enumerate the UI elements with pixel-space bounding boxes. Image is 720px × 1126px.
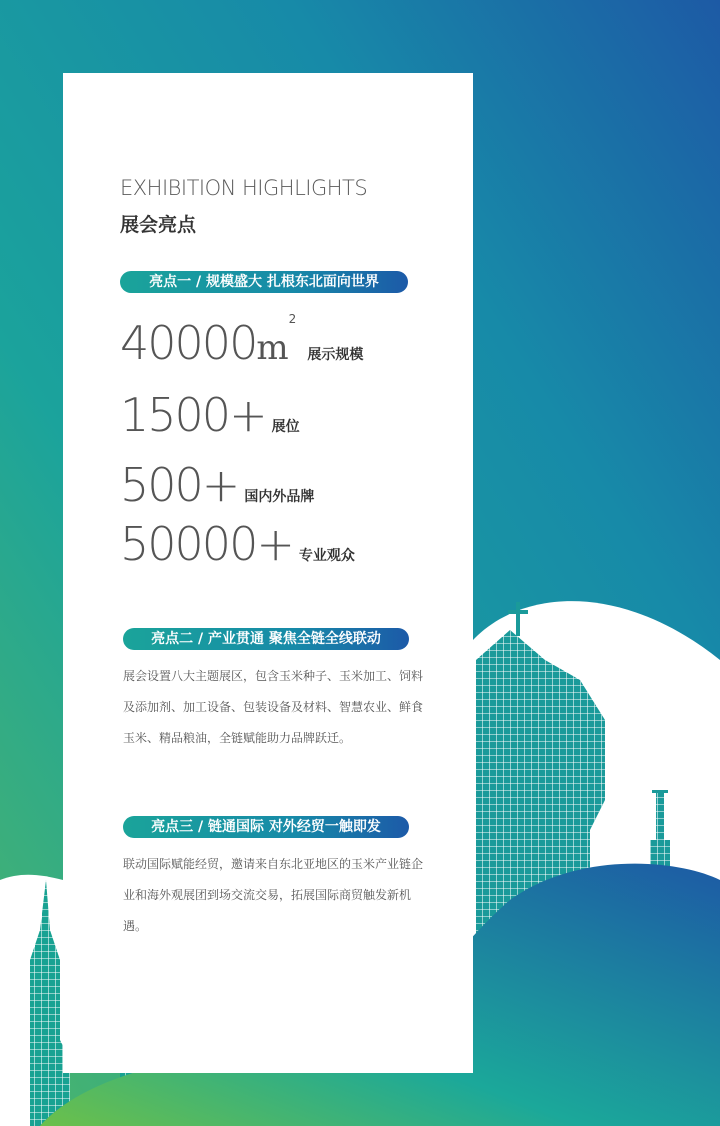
stat-area-unit-sup: 2 <box>288 312 297 326</box>
highlight-3-pill: 亮点三 / 链通国际 对外经贸一触即发 <box>123 816 409 838</box>
stat-visitors-label: 专业观众 <box>298 548 355 564</box>
stat-area-unit: m <box>256 328 289 368</box>
stat-area <box>120 312 364 370</box>
highlight-2-pill: 亮点二 / 产业贯通 聚焦全链全线联动 <box>123 628 409 650</box>
stat-brands <box>120 458 314 512</box>
stat-booths-number: 1500+ <box>120 388 266 442</box>
stat-visitors <box>120 517 355 571</box>
stat-area-label: 展示规模 <box>307 347 364 363</box>
highlight-2-text: 展会设置八大主题展区，包含玉米种子、玉米加工、饲料及添加剂、加工设备、包装设备及材料、智慧农业、鲜食玉米、精品粮油，全链赋能助力品牌跃迁。 <box>123 669 424 745</box>
section-title: 展会亮点 <box>120 214 197 236</box>
stat-booths <box>120 388 300 442</box>
highlight-1-pill: 亮点一 / 规模盛大 扎根东北面向世界 <box>120 271 408 293</box>
section-eyebrow: EXHIBITION HIGHLIGHTS <box>120 176 368 200</box>
highlight-3-text: 联动国际赋能经贸，邀请来自东北亚地区的玉米产业链企业和海外观展团到场交流交易，拓展国际商贸触发新机遇。 <box>123 857 424 933</box>
stat-booths-label: 展位 <box>271 419 300 435</box>
stat-visitors-number: 50000+ <box>120 517 293 571</box>
stat-brands-number: 500+ <box>120 458 239 512</box>
stat-area-number: 40000 <box>120 316 257 370</box>
stat-brands-label: 国内外品牌 <box>244 489 315 505</box>
